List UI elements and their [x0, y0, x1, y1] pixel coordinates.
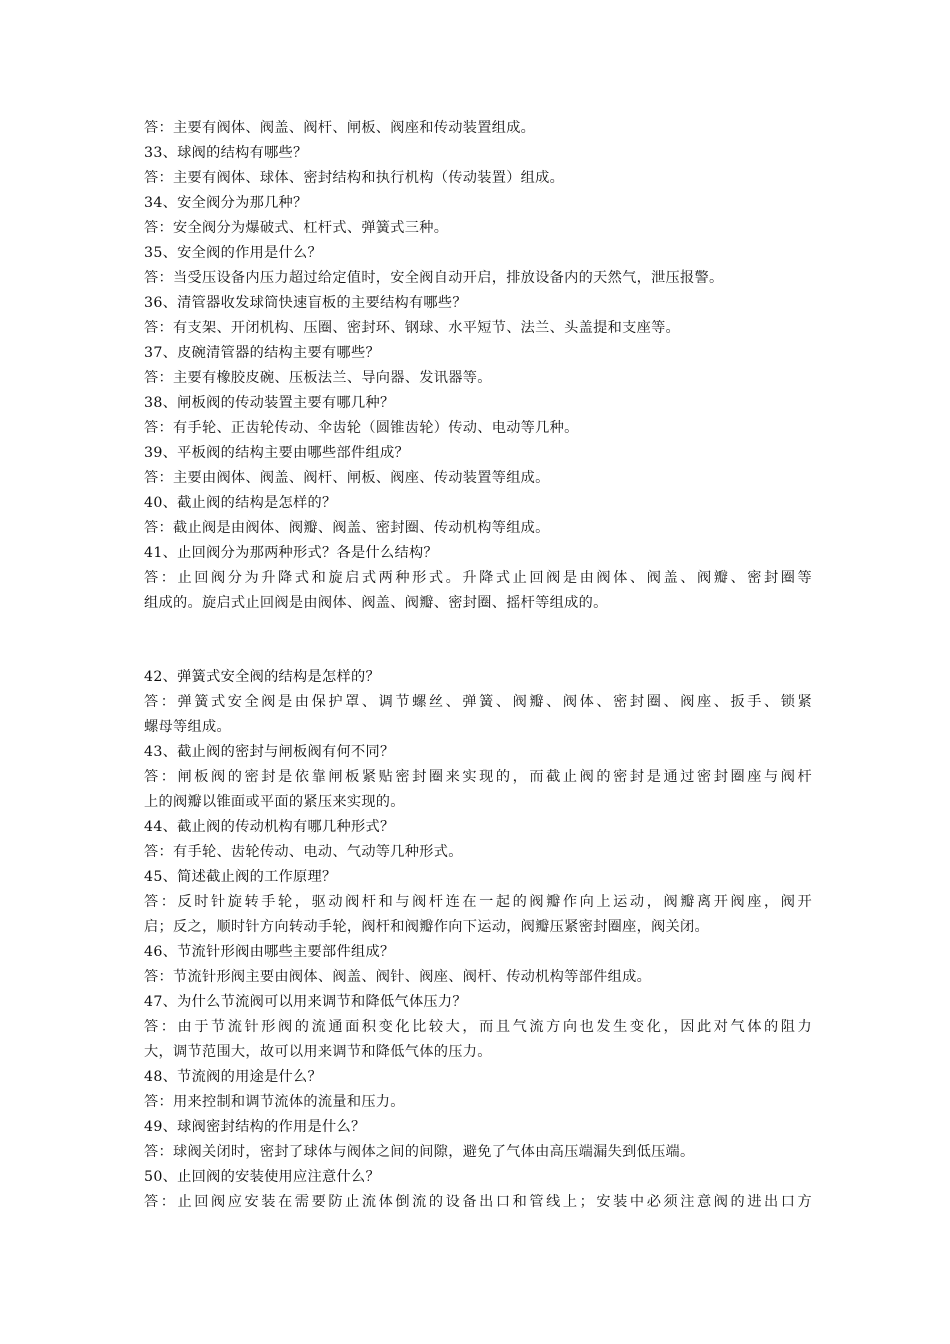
answer-line: 答：主要有橡胶皮碗、压板法兰、导向器、发讯器等。	[144, 370, 492, 386]
question-line: 47、为什么节流阀可以用来调节和降低气体压力？	[144, 994, 467, 1010]
answer-line: 答：主要有阀体、球体、密封结构和执行机构（传动装置）组成。	[144, 170, 565, 186]
answer-line: 答：弹簧式安全阀是由保护罩、调节螺丝、弹簧、阀瓣、阀体、密封圈、阀座、扳手、锁紧	[144, 694, 812, 710]
question-line: 41、止回阀分为那两种形式？各是什么结构？	[144, 545, 438, 561]
question-line: 50、止回阀的安装使用应注意什么？	[144, 1169, 380, 1185]
answer-line: 答：由于节流针形阀的流通面积变化比较大，而且气流方向也发生变化，因此对气体的阻力	[144, 1019, 812, 1035]
answer-line: 螺母等组成。	[144, 719, 231, 735]
answer-line: 答：当受压设备内压力超过给定值时，安全阀自动开启，排放设备内的天然气，泄压报警。	[144, 270, 724, 286]
qa-section-1	[144, 116, 812, 616]
answer-line: 答：止回阀分为升降式和旋启式两种形式。升降式止回阀是由阀体、阀盖、阀瓣、密封圈等	[144, 570, 812, 586]
answer-line: 大，调节范围大，故可以用来调节和降低气体的压力。	[144, 1044, 492, 1060]
answer-line: 答：有手轮、正齿轮传动、伞齿轮（圆锥齿轮）传动、电动等几种。	[144, 420, 579, 436]
question-line: 43、截止阀的密封与闸板阀有何不同？	[144, 744, 395, 760]
answer-line: 答：安全阀分为爆破式、杠杆式、弹簧式三种。	[144, 220, 449, 236]
answer-line: 答：主要由阀体、阀盖、阀杆、闸板、阀座、传动装置等组成。	[144, 470, 550, 486]
question-line: 33、球阀的结构有哪些？	[144, 145, 308, 161]
answer-line: 答：节流针形阀主要由阀体、阀盖、阀针、阀座、阀杆、传动机构等部件组成。	[144, 969, 652, 985]
question-line: 37、皮碗清管器的结构主要有哪些？	[144, 345, 380, 361]
answer-line: 答：主要有阀体、阀盖、阀杆、闸板、阀座和传动装置组成。	[144, 120, 536, 136]
answer-line: 答：止回阀应安装在需要防止流体倒流的设备出口和管线上；安装中必须注意阀的进出口方	[144, 1194, 812, 1210]
answer-line: 上的阀瓣以锥面或平面的紧压来实现的。	[144, 794, 405, 810]
question-line: 40、截止阀的结构是怎样的？	[144, 495, 337, 511]
question-line: 44、截止阀的传动机构有哪几种形式？	[144, 819, 395, 835]
answer-line: 答：用来控制和调节流体的流量和压力。	[144, 1094, 405, 1110]
question-line: 38、闸板阀的传动装置主要有哪几种？	[144, 395, 395, 411]
question-line: 39、平板阀的结构主要由哪些部件组成？	[144, 445, 409, 461]
answer-line: 答：球阀关闭时，密封了球体与阀体之间的间隙，避免了气体由高压端漏失到低压端。	[144, 1144, 695, 1160]
answer-line: 答：截止阀是由阀体、阀瓣、阀盖、密封圈、传动机构等组成。	[144, 520, 550, 536]
question-line: 42、弹簧式安全阀的结构是怎样的？	[144, 669, 380, 685]
qa-section-2	[144, 665, 812, 1215]
answer-line: 答：闸板阀的密封是依靠闸板紧贴密封圈来实现的，而截止阀的密封是通过密封圈座与阀杆	[144, 769, 812, 785]
question-line: 34、安全阀分为那几种？	[144, 195, 308, 211]
answer-line: 答：有支架、开闭机构、压圈、密封环、钢球、水平短节、法兰、头盖提和支座等。	[144, 320, 681, 336]
answer-line: 答：有手轮、齿轮传动、电动、气动等几种形式。	[144, 844, 463, 860]
answer-line: 启；反之，顺时针方向转动手轮，阀杆和阀瓣作向下运动，阀瓣压紧密封圈座，阀关闭。	[144, 919, 710, 935]
question-line: 36、清管器收发球筒快速盲板的主要结构有哪些？	[144, 295, 467, 311]
question-line: 48、节流阀的用途是什么？	[144, 1069, 323, 1085]
answer-line: 答：反时针旋转手轮，驱动阀杆和与阀杆连在一起的阀瓣作向上运动，阀瓣离开阀座，阀开	[144, 894, 812, 910]
question-line: 45、简述截止阀的工作原理？	[144, 869, 337, 885]
question-line: 49、球阀密封结构的作用是什么？	[144, 1119, 366, 1135]
question-line: 35、安全阀的作用是什么？	[144, 245, 323, 261]
answer-line: 组成的。旋启式止回阀是由阀体、阀盖、阀瓣、密封圈、摇杆等组成的。	[144, 595, 608, 611]
question-line: 46、节流针形阀由哪些主要部件组成？	[144, 944, 395, 960]
